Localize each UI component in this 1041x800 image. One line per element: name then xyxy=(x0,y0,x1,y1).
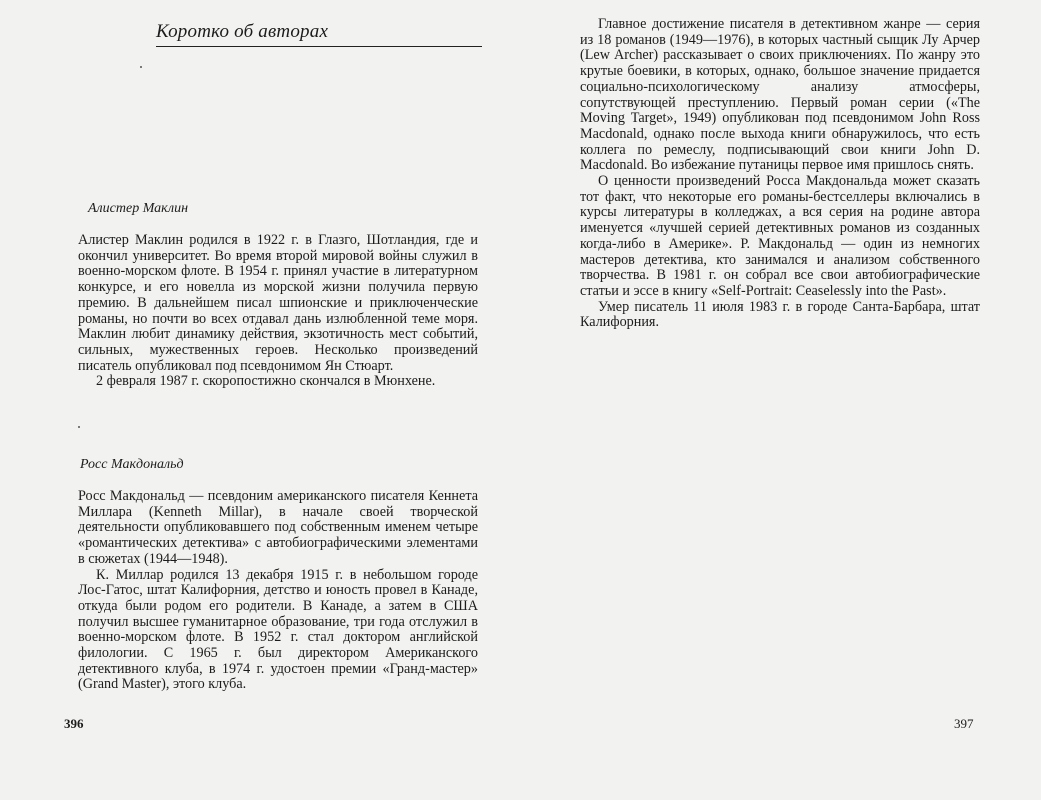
section-title-macdonald: Росс Макдональд xyxy=(80,457,184,472)
section-title-maclean: Алистер Маклин xyxy=(88,201,189,216)
paragraph: Алистер Маклин родился в 1922 г. в Глазго, Шотландия, где и окончил университет. Во время второй мировой войны служил в военно-морском флоте. В 1954 г. принял участие в литературном конкурсе, и его новелла из морской жизни получила первую премию. В дальнейшем писал шпионские и приключенческие романы, но почти во всех отдавал дань излюбленной теме моря. Маклин любит динамику действия, экзотичность мест событий, сильных, мужественных героев. Несколько произведений писатель опубликовал под псевдонимом Ян Стюарт. xyxy=(78,232,478,374)
section-body-maclean xyxy=(78,233,478,390)
paragraph: Умер писатель 11 июля 1983 г. в городе Санта-Барбара, штат Калифорния. xyxy=(580,298,980,331)
paragraph: О ценности произведений Росса Макдональда может сказать тот факт, что некоторые его романы-бестселлеры включались в курсы литературы в колледжах, а вся серия на родине автора именуется «лучшей серией детективных романов из созданных когда-либо в Америке». Р. Макдональд — один из немногих мастеров детектива, кто занимался и анализом собственного творчества. В 1981 г. он собрал все свои автобиографические статьи и эссе в книгу «Self-Portrait: Ceaselessly into the Past». xyxy=(580,173,980,299)
print-speck xyxy=(140,66,142,68)
running-head: Коротко об авторах xyxy=(156,21,329,42)
right-page xyxy=(520,0,1041,800)
page-number-right: 397 xyxy=(954,716,974,731)
left-page xyxy=(0,0,520,800)
header-rule xyxy=(156,46,482,47)
paragraph: Главное достижение писателя в детективном жанре — серия из 18 романов (1949—1976), в которых частный сыщик Лу Арчер (Lew Archer) рассказывает о своих приключениях. По жанру это крутые боевики, в которых, однако, большое значение придается социально-психологическому анализу атмосферы, сопутствующей преступлению. Первый роман серии («The Moving Target», 1949) опубликован под псевдонимом John Ross Macdonald, однако после выхода книги обнаружилось, что есть коллега по ремеслу, подписывающий свои книги John D. Macdonald. Во избежание путаницы первое имя пришлось снять. xyxy=(580,16,980,174)
page-number-left: 396 xyxy=(64,716,84,731)
paragraph: Росс Макдональд — псевдоним американского писателя Кеннета Миллара (Kenneth Millar), в начале своей творческой деятельности опубликовавшего под собственным именем четыре «романтических детектива» с автобиографическими элементами в сюжетах (1944—1948). xyxy=(78,488,478,567)
print-speck xyxy=(78,426,80,428)
section-body-macdonald xyxy=(78,489,478,693)
right-page-body xyxy=(580,17,980,331)
paragraph: 2 февраля 1987 г. скоропостижно скончался в Мюнхене. xyxy=(96,373,436,390)
paragraph: К. Миллар родился 13 декабря 1915 г. в небольшом городе Лос-Гатос, штат Калифорния, детство и юность провел в Канаде, откуда были родом его родители. В Канаде, а затем в США получил высшее гуманитарное образование, три года отслужил в военно-морском флоте. В 1952 г. стал доктором английской филологии. С 1965 г. был директором Американского детективного клуба, в 1974 г. удостоен премии «Гранд-мастер» (Grand Master), этого клуба. xyxy=(78,566,478,693)
